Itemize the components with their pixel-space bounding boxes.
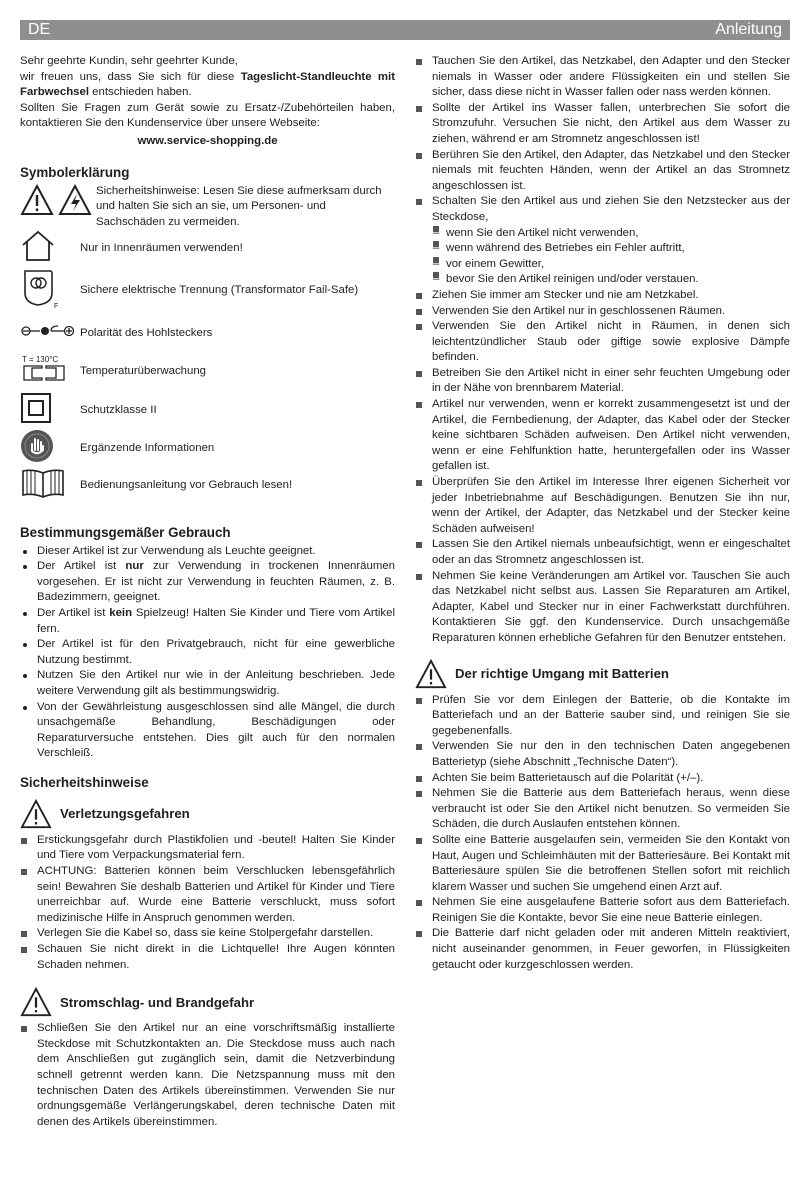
shock-heading-row xyxy=(20,987,395,1017)
symbol-row-info xyxy=(20,430,395,468)
list-item-text: Ziehen Sie immer am Stecker und nie am Netzkabel. xyxy=(432,288,699,301)
warning-icon xyxy=(20,987,52,1017)
contact-text: Sollten Sie Fragen zum Gerät sowie zu Ersatz-/Zubehörteilen haben, kontaktieren Sie den Kundenservice über unsere Webseite: xyxy=(20,101,395,130)
list-item-text: Tauchen Sie den Artikel, das Netzkabel, den Adapter und den Stecker niemals in Wasser oder andere Flüssigkeiten ein und stellen Sie sicher, dass diese nicht in Wasser fallen oder nass werden können. xyxy=(432,55,790,99)
list-item xyxy=(20,637,395,668)
sub-list-item-text: wenn während des Betriebes ein Fehler auftritt, xyxy=(446,242,685,255)
list-item xyxy=(415,833,790,895)
list-item-text: Nehmen Sie keine Veränderungen am Artikel vor. Tauschen Sie auch das Netzkabel nicht selbst aus. Lassen Sie Reparaturen am Artikel, Adapter, Kabel und Stecker nur in einer Fachwerkstatt durchführen. Kontaktieren Sie ggf. den Kundenservice. Durch unsachgemäße Reparaturen können erhebliche Gefahren für den Benutzer entstehen. xyxy=(432,569,790,644)
list-item xyxy=(415,537,790,568)
list-item xyxy=(20,926,395,942)
list-item-text: Sollte der Artikel ins Wasser fallen, unterbrechen Sie sofort die Stromzufuhr. Versuchen Sie nicht, den Artikel aus dem Wasser zu ziehen, während er am Stromnetz angeschlossen ist! xyxy=(432,101,790,145)
list-item-text: zur Verwendung in trockenen Innenräumen vorgesehen. Er ist nicht zur Verwendung in feuchten Räumen, z. B. Badezimmern, geeignet. xyxy=(37,560,395,604)
symbol-row-polarity xyxy=(20,316,395,352)
intro-pre: wir freuen uns, dass Sie sich für diese xyxy=(20,70,241,83)
list-item xyxy=(20,833,395,864)
page-title: Anleitung xyxy=(715,21,782,38)
list-item-text: Nutzen Sie den Artikel nur wie in der Anleitung beschrieben. Jede weitere Verwendung gilt als bestimmungswidrig. xyxy=(37,669,395,697)
list-item-text: Berühren Sie den Artikel, den Adapter, das Netzkabel und den Stecker niemals mit feuchten Händen, wenn der Artikel an das Stromnetz angeschlossen ist. xyxy=(432,148,790,192)
website-link[interactable]: www.service-shopping.de xyxy=(137,134,278,147)
symbol-text-polarity: Polarität des Hohlsteckers xyxy=(80,326,213,339)
shock-heading: Stromschlag- und Brandgefahr xyxy=(60,994,255,1010)
symbol-text-indoor: Nur in Innenräumen verwenden! xyxy=(80,241,243,254)
temperature-label: T = 130°C xyxy=(22,354,59,364)
list-item-text: Verwenden Sie den Artikel nicht in Räumen, in denen sich leichtentzündlicher Staub oder giftige sowie explosive Dämpfe befinden. xyxy=(432,320,790,364)
list-item-text: Spielzeug! Halten Sie Kinder und Tiere vom Artikel fern. xyxy=(37,606,395,635)
list-item-text: Betreiben Sie den Artikel nicht in einer sehr feuchten Umgebung oder in der Nähe von brennbarem Material. xyxy=(432,366,790,395)
symbols-heading: Symbolerklärung xyxy=(20,164,130,180)
list-item-text: Sollte eine Batterie ausgelaufen sein, vermeiden Sie den Kontakt von Haut, Augen und Schleimhäuten mit der Batteriesäure. Bei Kontakt mit Batteriesäure spülen Sie die betroffenen Stellen sofort mit reichlich klarem Wasser und suchen Sie umgehend einen Arzt auf. xyxy=(432,833,790,893)
greeting: Sehr geehrte Kundin, sehr geehrter Kunde, xyxy=(20,55,238,67)
list-item xyxy=(20,544,395,560)
sub-list-item-text: vor einem Gewitter, xyxy=(446,257,545,270)
list-item-text: Achten Sie beim Batterietausch auf die Polarität (+/–). xyxy=(432,771,704,784)
symbol-row-class2 xyxy=(20,392,395,430)
list-item xyxy=(415,693,790,740)
sub-list-item: – wenn während des Betriebes ein Fehler auftritt, xyxy=(433,242,685,255)
list-item xyxy=(415,304,790,320)
manual-book-icon xyxy=(20,467,66,499)
left-column xyxy=(20,54,395,1130)
list-item-text: Schauen Sie nicht direkt in die Lichtquelle! Ihre Augen könnten Schaden nehmen. xyxy=(37,943,395,971)
list-item-text: Lassen Sie den Artikel niemals unbeaufsichtigt, wenn er eingeschaltet oder an das Stromnetz angeschlossen ist. xyxy=(432,538,790,566)
list-item xyxy=(415,569,790,647)
list-item xyxy=(415,475,790,537)
symbol-text-transformer: Sichere elektrische Trennung (Transformator Fail-Safe) xyxy=(80,283,359,296)
batteries-heading-row xyxy=(415,659,790,689)
list-item-text: Dieser Artikel ist zur Verwendung als Leuchte geeignet. xyxy=(37,544,316,557)
list-item xyxy=(415,895,790,926)
warning-icon xyxy=(20,184,54,216)
list-item xyxy=(415,786,790,833)
intended-use-heading: Bestimmungsgemäßer Gebrauch xyxy=(20,524,231,540)
sub-list-item: – wenn Sie den Artikel nicht verwenden, xyxy=(433,226,639,239)
voltage-icon xyxy=(58,184,92,216)
symbol-text-class2: Schutzklasse II xyxy=(80,403,157,416)
list-item xyxy=(20,668,395,699)
symbol-row-transformer xyxy=(20,266,395,316)
list-item xyxy=(415,319,790,366)
symbol-text-temperature: Temperaturüberwachung xyxy=(80,364,207,377)
symbol-row-indoor xyxy=(20,232,395,266)
polarity-icon xyxy=(20,324,76,338)
language-code: DE xyxy=(28,21,51,38)
warning-icon xyxy=(415,659,447,689)
list-item-text: Die Batterie darf nicht geladen oder mit anderen Mitteln reaktiviert, nicht auseinander genommen, in Feuer geworfen, in Flüssigkeiten getaucht oder kurzgeschlossen werden. xyxy=(432,927,790,971)
list-item xyxy=(415,397,790,475)
emphasis: nur xyxy=(125,560,144,573)
list-item-text: Von der Gewährleistung ausgeschlossen sind alle Mängel, die durch unsachgemäße Behandlung, Beschädigungen oder Reparaturversuche entstehen. Dies gilt auch für den normalen Verschleiß. xyxy=(37,700,395,760)
list-item xyxy=(415,54,790,101)
emphasis: kein xyxy=(109,606,133,619)
list-item-text: Der Artikel ist xyxy=(37,606,110,619)
info-hand-icon xyxy=(20,429,54,463)
list-item-text: ACHTUNG: Batterien können beim Verschlucken lebensgefährlich sein! Bewahren Sie deshalb Batterien und Artikel für Kinder und Tiere unerreichbar auf. Wurde eine Batterie verschluckt, muss sofort medizinische Hilfe in Anspruch genommen werden. xyxy=(37,865,395,924)
intro-post: entschieden haben. xyxy=(89,86,192,99)
sub-list-item-text: wenn Sie den Artikel nicht verwenden, xyxy=(446,226,639,239)
list-item xyxy=(415,148,790,195)
right-column xyxy=(415,54,790,973)
failsafe-letter: F xyxy=(54,302,59,309)
list-item-text: Nehmen Sie eine ausgelaufene Batterie sofort aus dem Batteriefach. Reinigen Sie die Kontakte, bevor Sie eine neue Batterie einlegen. xyxy=(432,896,790,924)
warning-icon xyxy=(20,799,52,829)
symbol-row-manual xyxy=(20,468,395,504)
list-item xyxy=(415,194,790,288)
product-name: Tageslicht-Standleuchte mit Farbwechsel xyxy=(20,70,396,99)
list-item xyxy=(20,559,395,606)
symbol-text-manual: Bedienungsanleitung vor Gebrauch lesen! xyxy=(80,478,293,491)
list-item xyxy=(415,926,790,973)
house-icon xyxy=(20,230,56,262)
symbol-text-info: Ergänzende Informationen xyxy=(80,441,215,454)
list-item xyxy=(20,606,395,637)
list-item xyxy=(20,700,395,762)
list-item-text: Der Artikel ist für den Privatgebrauch, nicht für eine gewerbliche Nutzung bestimmt. xyxy=(37,638,395,666)
list-item xyxy=(20,942,395,973)
list-item-text: Verlegen Sie die Kabel so, dass sie keine Stolpergefahr darstellen. xyxy=(37,927,374,940)
sub-list-item: – vor einem Gewitter, xyxy=(433,257,545,270)
intro-text xyxy=(20,70,395,101)
list-item xyxy=(415,366,790,397)
list-item xyxy=(415,101,790,148)
protection-class-icon xyxy=(20,392,52,424)
list-item-text: Verwenden Sie nur den in den technischen Daten angegebenen Batterietyp (siehe Abschnitt „Technische Daten“). xyxy=(432,740,790,768)
list-item-text: Überprüfen Sie den Artikel im Interesse Ihrer eigenen Sicherheit vor jeder Inbetriebnahme auf Beschädigungen. Benutzen Sie ihn nur, wenn der Artikel, der Adapter, das Netzkabel und der Stecker keine Schäden aufweisen! xyxy=(432,476,790,535)
list-item-text: Der Artikel ist xyxy=(37,560,126,573)
list-item xyxy=(20,864,395,926)
symbol-text-safety: Sicherheitshinweise: Lesen Sie diese aufmerksam durch und halten Sie sich an sie, um Personen- und Sachschäden zu vermeiden. xyxy=(96,184,382,228)
transformer-failsafe-icon xyxy=(20,267,60,309)
sub-list-item-text: bevor Sie den Artikel reinigen und/oder verstauen. xyxy=(446,273,699,286)
batteries-heading: Der richtige Umgang mit Batterien xyxy=(455,666,669,682)
symbol-row-safety xyxy=(20,184,395,232)
header-bar xyxy=(20,20,790,40)
symbol-row-temperature xyxy=(20,352,395,392)
list-item xyxy=(415,288,790,304)
list-item-text: Erstickungsgefahr durch Plastikfolien und -beutel! Halten Sie Kinder und Tiere vom Verpackungsmaterial fern. xyxy=(37,833,395,862)
list-item-text: Verwenden Sie den Artikel nur in geschlossenen Räumen. xyxy=(432,304,726,317)
temperature-monitor-icon xyxy=(20,354,70,384)
injury-heading: Verletzungsgefahren xyxy=(60,806,190,822)
list-item xyxy=(20,1021,395,1130)
list-item-text: Nehmen Sie die Batterie aus dem Batteriefach heraus, wenn diese verbraucht ist oder Sie den Artikel nicht benutzen. So vermeiden Sie Schäden, die durch Auslaufen entstehen können. xyxy=(432,787,790,831)
sub-list-item: – bevor Sie den Artikel reinigen und/oder verstauen. xyxy=(433,273,699,286)
list-item xyxy=(415,771,790,787)
list-item-text: Artikel nur verwenden, wenn er korrekt zusammengesetzt ist und der Artikel, die Fernbedienung, der Adapter, das Kabel oder der Stecker keine sichtbaren Schäden aufweisen. Den Artikel nicht verwenden, wenn er eine Fehlfunktion hatte, heruntergefallen oder ins Wasser gefallen ist. xyxy=(432,398,790,473)
list-item-text: Schließen Sie den Artikel nur an eine vorschriftsmäßig installierte Steckdose mit Schutzkontakten an. Die Steckdose muss auch nach dem Anschließen gut zugänglich sein, damit die Netzverbindung schnell getrennt werden kann. Die Netzspannung muss mit den technischen Daten des Artikels übereinstimmen. Verwenden Sie nur ordnungsgemäße Verlängerungskabel, deren technische Daten mit denen des Artikels übereinstimmen. xyxy=(37,1022,395,1128)
list-item-text: Schalten Sie den Artikel aus und ziehen Sie den Netzstecker aus der Steckdose, xyxy=(432,195,790,223)
list-item xyxy=(415,739,790,770)
safety-heading: Sicherheitshinweise xyxy=(20,774,149,790)
list-item-text: Prüfen Sie vor dem Einlegen der Batterie, ob die Kontakte im Batteriefach und an der Batterie sauber sind, und reinigen Sie sie gegebenenfalls. xyxy=(432,693,790,737)
injury-heading-row xyxy=(20,799,395,829)
